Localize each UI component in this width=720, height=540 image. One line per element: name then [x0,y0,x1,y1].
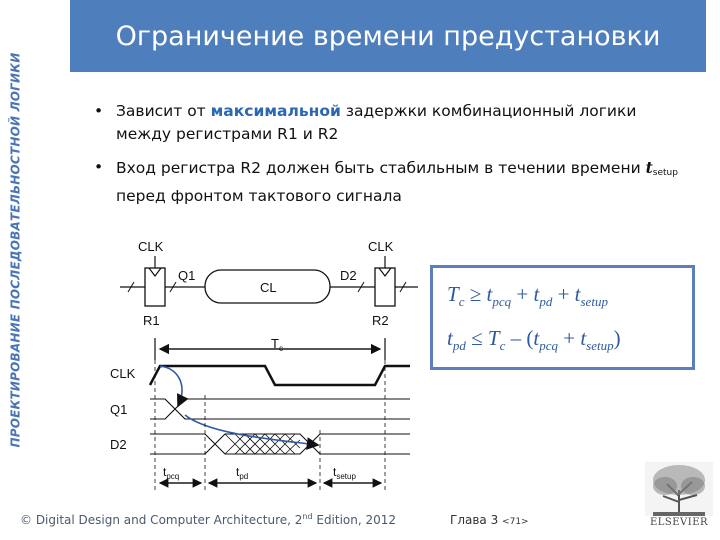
copyright-footer [20,512,396,527]
r1-label: R1 [143,313,160,328]
clk-right-label: CLK [368,239,394,254]
copyright-text: © Digital Design and Computer Architecture, 2 [20,513,303,527]
bullet-1-highlight: максимальной [210,102,341,120]
q1-row-label: Q1 [110,402,128,417]
clk-left-label: CLK [138,239,164,254]
q1-transition-hatch [165,399,185,419]
register-circuit [120,239,418,328]
elsevier-wordmark: ELSEVIER [649,517,709,528]
d2-label: D2 [340,268,357,283]
bullet-2-variable: t [645,158,653,177]
bullet-icon: • [94,158,104,176]
register-r1-box [145,268,165,306]
r2-label: R2 [372,313,389,328]
q1-label: Q1 [178,268,196,283]
bullet-1-text-start: Зависит от [116,102,211,120]
clk-waveform [150,366,410,385]
clk-row-label: CLK [110,366,136,381]
bullet-1-text-end: задержки комбинационный логики между регистрами R1 и R2 [116,102,637,143]
d2-uncertain-hatch [225,434,300,454]
page-indicator [450,513,529,527]
tsetup-label: $t_{setup}$ [333,465,356,481]
q1-waveform [150,399,410,419]
d2-waveform [150,434,410,454]
tc-label: $T_c$ [271,336,283,353]
tpcq-label: $t_{pcq}$ [163,465,180,481]
cl-label: CL [260,280,277,295]
formula-line-2: $t_{pd} \le T_c - (t_{pcq} + t_{setup})$ [447,326,621,354]
register-r2-box [375,268,395,306]
tc-period-marker [155,336,385,360]
clk-to-q1-causality-arrow [160,366,182,406]
waveforms [110,360,410,490]
bullet-2-subscript: setup [652,168,678,178]
formula-line-1: $T_c \ge t_{pcq} + t_{pd} + t_{setup}$ [447,282,608,310]
d2-row-label: D2 [110,437,127,452]
bullet-icon: • [94,102,104,120]
bullet-2-text-end: перед фронтом тактового сигнала [116,187,402,205]
chapter-label: Глава 3 [450,513,499,527]
delay-intervals [160,465,381,483]
edition-superscript: nd [302,512,313,521]
edition-text: Edition, 2012 [312,513,397,527]
slide-title: Ограничение времени предустановки [115,20,661,52]
vertical-chapter-title-text: ПРОЕКТИРОВАНИЕ ПОСЛЕДОВАТЕЛЬНОСТНОЙ ЛОГИКИ [8,52,23,448]
bullet-2-text-start: Вход регистра R2 должен быть стабильным в течении времени [116,159,646,177]
tpd-label: $t_{pd}$ [236,465,249,481]
page-number: <71> [502,517,529,527]
setup-constraint-formula-box [430,265,695,370]
